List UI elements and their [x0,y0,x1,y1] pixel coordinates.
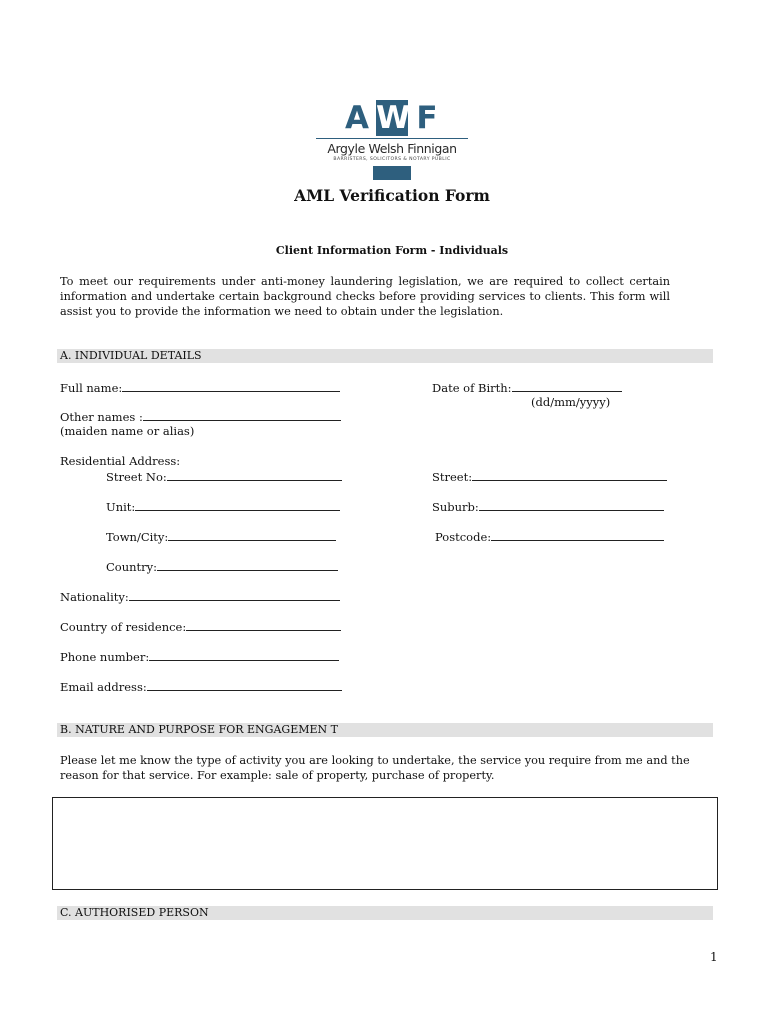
form-subtitle: Client Information Form - Individuals [275,244,509,257]
country-of-residence-label: Country of residence: [60,620,187,634]
page-number: 1 [710,950,718,964]
company-logo [316,100,468,180]
logo-monogram [316,100,468,140]
postcode-label: Postcode: [435,530,492,544]
nationality-row [60,589,340,605]
phone-label: Phone number: [60,650,150,664]
email-label: Email address: [60,680,147,694]
residential-address-label: Residential Address: [60,454,181,468]
other-names-label: Other names : [60,410,143,424]
suburb-row [432,499,664,515]
town-city-label: Town/City: [106,530,169,544]
unit-field[interactable] [135,499,340,511]
logo-letter-f: F [416,100,438,136]
country-label: Country: [106,560,158,574]
section-c-heading: C. AUTHORISED PERSON [57,906,713,920]
street-row [432,469,667,485]
dob-field[interactable] [512,380,622,392]
street-no-field[interactable] [167,469,342,481]
dob-row [432,380,622,396]
logo-firm-name: Argyle Welsh Finnigan [327,141,457,156]
form-title: AML Verification Form [294,186,490,205]
full-name-row [60,380,340,396]
purpose-textarea[interactable] [52,797,718,890]
town-city-field[interactable] [168,529,336,541]
phone-row [60,649,339,665]
street-field[interactable] [472,469,667,481]
phone-field[interactable] [149,649,339,661]
email-row [60,679,342,695]
dob-label: Date of Birth: [432,381,512,395]
nationality-field[interactable] [129,589,340,601]
email-field[interactable] [147,679,342,691]
logo-letter-w: W [376,100,411,136]
logo-tagline: BARRISTERS, SOLICITORS & NOTARY PUBLIC [333,157,451,162]
dob-format-hint: (dd/mm/yyyy) [531,395,611,409]
logo-letter-a: A [345,100,369,136]
intro-paragraph: To meet our requirements under anti-money laundering legislation, we are required to collect certain information and undertake certain background checks before providing services to clients. This form will assist you to provide the information we need to obtain under the legislation. [60,275,670,318]
country-row [106,559,338,575]
other-names-row [60,409,341,425]
town-city-row [106,529,336,545]
section-a-heading: A. INDIVIDUAL DETAILS [57,349,713,363]
country-of-residence-row [60,619,341,635]
section-b-heading: B. NATURE AND PURPOSE FOR ENGAGEMEN T [57,723,713,737]
purpose-instructions: Please let me know the type of activity you are looking to undertake, the service you require from me and the reason for that service. For example: sale of property, purchase of property. [60,754,690,782]
unit-row [106,499,340,515]
full-name-field[interactable] [122,380,340,392]
logo-divider [316,138,468,139]
logo-accent-bar [373,166,411,180]
other-names-hint: (maiden name or alias) [60,424,195,438]
street-label: Street: [432,470,473,484]
full-name-label: Full name: [60,381,123,395]
other-names-field[interactable] [143,409,341,421]
nationality-label: Nationality: [60,590,129,604]
street-no-label: Street No: [106,470,167,484]
street-no-row [106,469,342,485]
postcode-row [435,529,664,545]
country-field[interactable] [157,559,338,571]
country-of-residence-field[interactable] [186,619,341,631]
suburb-label: Suburb: [432,500,479,514]
unit-label: Unit: [106,500,136,514]
postcode-field[interactable] [491,529,664,541]
suburb-field[interactable] [479,499,664,511]
